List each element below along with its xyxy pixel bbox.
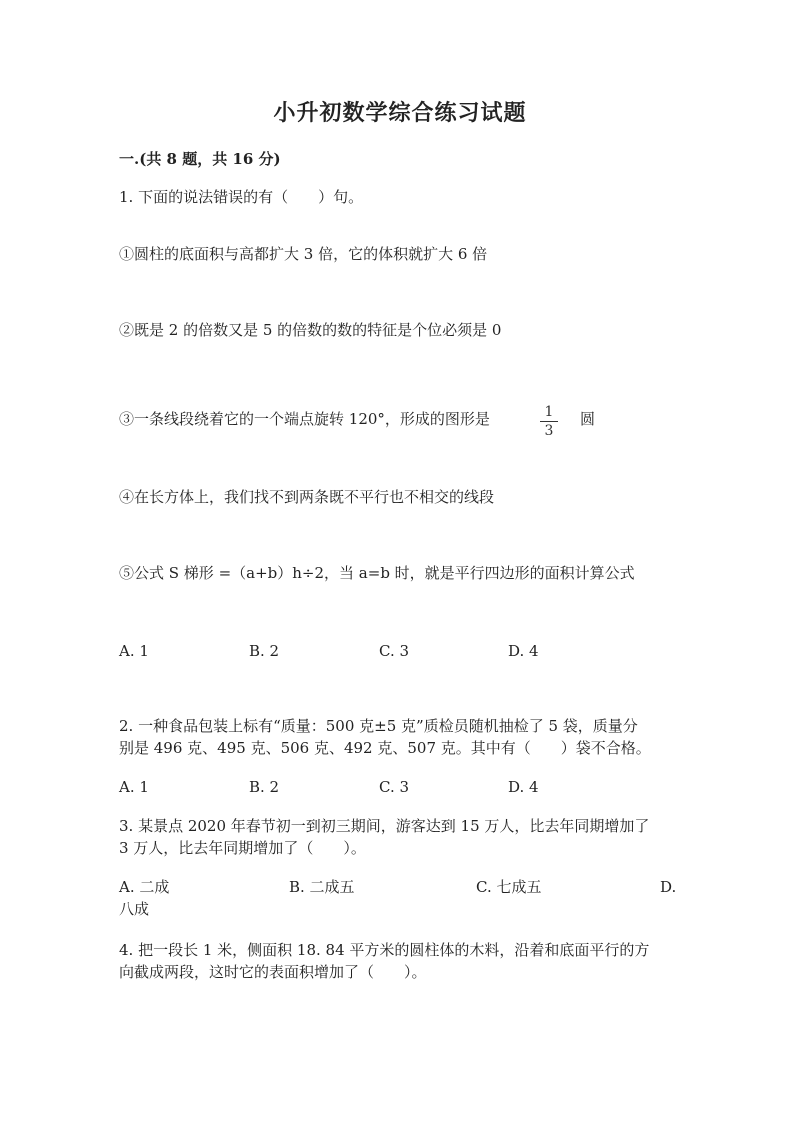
- question-3-option-d: D.: [660, 878, 677, 896]
- question-1-statement-2: ②既是 2 的倍数又是 5 的倍数的数的特征是个位必须是 0: [119, 321, 502, 339]
- question-1-statement-1: ①圆柱的底面积与高都扩大 3 倍，它的体积就扩大 6 倍: [119, 245, 488, 263]
- question-2-option-c: C. 3: [379, 778, 410, 796]
- question-4-stem-line-2: 向截成两段，这时它的表面积增加了（ ）。: [119, 963, 427, 981]
- page-title: 小升初数学综合练习试题: [273, 100, 527, 126]
- question-1-option-b: B. 2: [249, 642, 280, 660]
- question-1-statement-4: ④在长方体上，我们找不到两条既不平行也不相交的线段: [119, 488, 495, 506]
- question-4-stem-line-1: 4. 把一段长 1 米，侧面积 18. 84 平方米的圆柱体的木料，沿着和底面平行的方: [119, 941, 650, 959]
- fraction-numerator: 1: [544, 404, 554, 420]
- fraction-one-third: [540, 404, 558, 439]
- question-1-statement-3-suffix: 圆: [580, 410, 596, 428]
- question-3-option-b: B. 二成五: [289, 878, 355, 896]
- question-3-stem-line-1: 3. 某景点 2020 年春节初一到初三期间，游客达到 15 万人，比去年同期增加了: [119, 817, 650, 835]
- question-2-option-d: D. 4: [508, 778, 539, 796]
- question-1-stem: 1. 下面的说法错误的有（ ）句。: [119, 188, 364, 206]
- fraction-bar: [540, 421, 558, 422]
- question-3-option-a: A. 二成: [119, 878, 170, 896]
- question-3-option-d-wrap: 八成: [119, 900, 150, 918]
- question-2-option-b: B. 2: [249, 778, 280, 796]
- question-2-option-a: A. 1: [119, 778, 149, 796]
- question-1-statement-3: ③一条线段绕着它的一个端点旋转 120°，形成的图形是: [119, 410, 490, 428]
- question-2-stem-line-1: 2. 一种食品包装上标有“质量：500 克±5 克”质检员随机抽检了 5 袋，质量分: [119, 717, 638, 735]
- question-1-statement-5: ⑤公式 S 梯形 =（a+b）h÷2，当 a=b 时，就是平行四边形的面积计算公式: [119, 564, 635, 582]
- question-3-stem-line-2: 3 万人，比去年同期增加了（ ）。: [119, 839, 366, 857]
- question-2-stem-line-2: 别是 496 克、495 克、506 克、492 克、507 克。其中有（ ）袋不合格。: [119, 739, 651, 757]
- section-heading: 一.(共 8 题，共 16 分): [119, 150, 281, 168]
- fraction-denominator: 3: [544, 423, 554, 439]
- question-3-option-c: C. 七成五: [476, 878, 542, 896]
- question-1-option-c: C. 3: [379, 642, 410, 660]
- question-1-option-a: A. 1: [119, 642, 149, 660]
- question-1-option-d: D. 4: [508, 642, 539, 660]
